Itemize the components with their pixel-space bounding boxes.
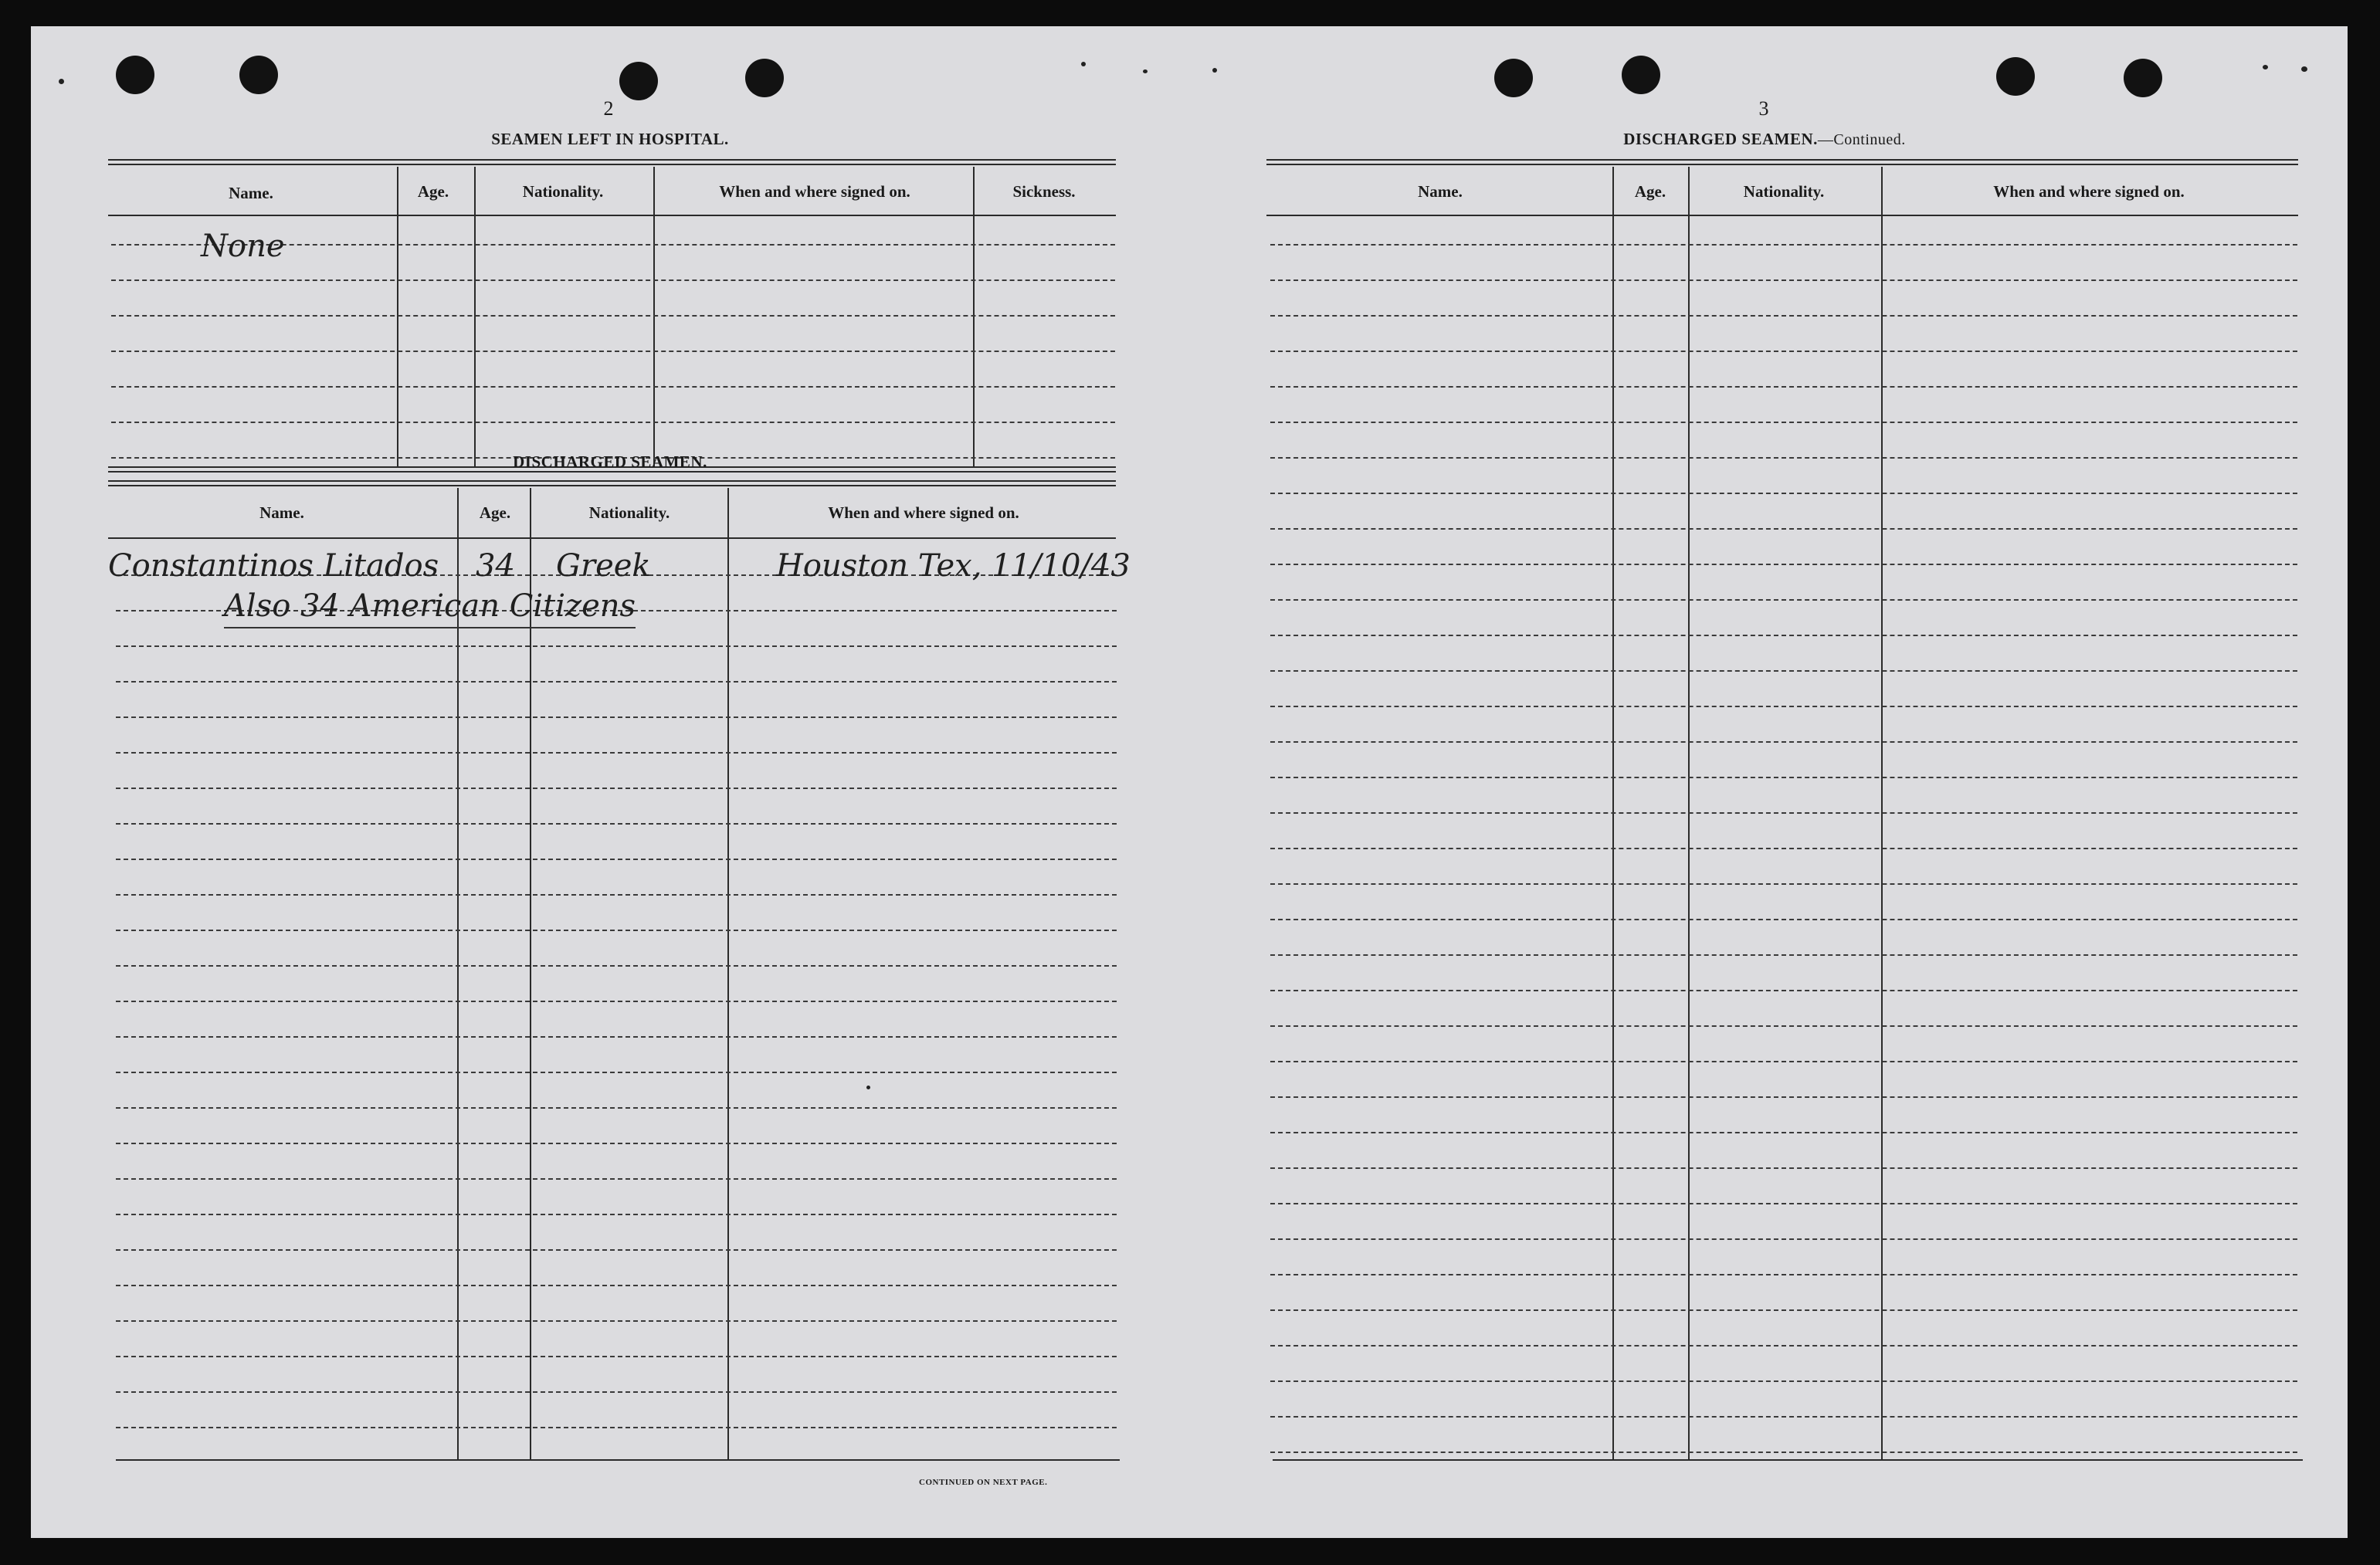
page-number-right: 3 [1758,97,1769,120]
continued-footnote: CONTINUED ON NEXT PAGE. [919,1478,1048,1487]
ruled-line [1270,1274,2297,1275]
ruled-line [116,1001,1117,1002]
ruled-line [116,965,1117,967]
speck-mark [59,79,64,84]
right-section-title [1456,130,2073,149]
right-col-nationality: Nationality. [1743,182,1825,201]
hospital-col-signed-on: When and where signed on. [719,182,910,201]
ruled-line [116,823,1117,825]
binder-hole [1622,56,1660,94]
ruled-line [1270,599,2297,601]
ruled-line [116,645,1117,647]
document-sheet [31,26,2348,1538]
ruled-line [111,386,1115,388]
ruled-line [111,422,1115,423]
discharged-col-name: Name. [259,503,304,522]
right-col-name: Name. [1418,182,1463,201]
ruled-line [1270,706,2297,707]
hospital-section-title: SEAMEN LEFT IN HOSPITAL. [491,130,729,148]
ruled-line [1270,244,2297,246]
binder-hole [1494,59,1533,97]
ruled-line [1270,1309,2297,1311]
discharged-note-entry: Also 34 American Citizens [224,588,636,628]
speck-mark [1143,69,1148,73]
ruled-line [116,752,1117,754]
right-col-divider [1688,167,1690,1461]
ruled-line [1270,990,2297,991]
discharged-top-rule [108,485,1116,486]
ruled-line [116,1107,1117,1109]
ruled-line [1270,457,2297,459]
speck-mark [866,1086,870,1089]
ruled-line [1270,919,2297,920]
speck-mark [2301,66,2307,72]
ruled-line [116,788,1117,789]
discharged-age-entry: 34 [476,548,515,584]
ruled-line [116,859,1117,860]
right-col-divider [1881,167,1883,1461]
ruled-line [1270,1380,2297,1382]
ruled-line [1270,1452,2297,1453]
discharged-col-age: Age. [479,503,511,522]
ruled-line [116,1320,1117,1322]
ruled-line [1270,1416,2297,1418]
ruled-line [1270,741,2297,743]
ruled-line [1270,1238,2297,1240]
ruled-line [1270,812,2297,814]
speck-mark [1081,62,1086,66]
discharged-col-divider [727,488,729,1461]
ruled-line [116,1036,1117,1038]
ruled-line [111,279,1115,281]
binder-hole [1996,57,2035,96]
ruled-line [1270,528,2297,530]
right-header-rule [1266,215,2298,216]
ruled-line [1270,422,2297,423]
page-number-left: 2 [603,97,614,120]
ruled-line [1270,564,2297,565]
speck-mark [2263,65,2268,69]
ruled-line [1270,493,2297,494]
ruled-line [116,1072,1117,1073]
ruled-line [116,1249,1117,1251]
speck-mark [1212,68,1217,73]
discharged-signed-on-entry: Houston Tex, 11/10/43 [776,548,1131,584]
ruled-line [1270,351,2297,352]
discharged-col-signed-on: When and where signed on. [828,503,1019,522]
discharged-top-rule [108,480,1116,482]
ruled-line [1270,670,2297,672]
discharged-header-rule [108,537,1116,539]
discharged-col-divider [530,488,531,1461]
right-top-rule [1266,164,2298,165]
ruled-line [116,1427,1117,1428]
right-top-rule [1266,159,2298,161]
ruled-line [1270,1167,2297,1169]
hospital-top-rule [108,159,1116,161]
ruled-line [1270,1132,2297,1133]
ruled-line [116,1178,1117,1180]
ruled-line [1270,279,2297,281]
discharged-bottom-rule [116,1459,1120,1461]
right-bottom-rule [1273,1459,2303,1461]
right-title-suffix: —Continued. [1817,131,1906,148]
binder-hole [116,56,154,94]
hospital-col-nationality: Nationality. [522,182,604,201]
ruled-line [116,894,1117,896]
ruled-line [1270,848,2297,849]
ruled-line [116,1214,1117,1215]
binder-hole [2124,59,2162,97]
ruled-line [116,1356,1117,1357]
binder-hole [619,62,658,100]
ruled-line [116,1143,1117,1144]
binder-hole [745,59,784,97]
ruled-line [116,681,1117,683]
ruled-line [1270,1025,2297,1027]
ruled-line [116,1391,1117,1393]
ruled-line [111,351,1115,352]
ruled-line [116,930,1117,931]
ruled-line [1270,1061,2297,1062]
right-title-main: DISCHARGED SEAMEN. [1623,130,1818,148]
discharged-col-nationality: Nationality. [588,503,670,522]
ruled-line [1270,1096,2297,1098]
ruled-line [1270,635,2297,636]
ruled-line [1270,1345,2297,1347]
discharged-section-title: DISCHARGED SEAMEN. [513,452,707,471]
ruled-line [1270,386,2297,388]
ruled-line [116,1285,1117,1286]
ruled-line [1270,954,2297,956]
ruled-line [1270,777,2297,778]
hospital-col-sickness: Sickness. [1012,182,1076,201]
hospital-name-entry: None [201,229,285,264]
ruled-line [1270,883,2297,885]
right-col-signed-on: When and where signed on. [1993,182,2185,201]
discharged-col-divider [457,488,459,1461]
ruled-line [1270,315,2297,317]
hospital-col-age: Age. [417,182,449,201]
binder-hole [239,56,278,94]
right-col-divider [1612,167,1614,1461]
hospital-header-rule [108,215,1116,216]
hospital-col-name: Name. [229,184,273,202]
discharged-name-entry: Constantinos Litados [108,548,439,584]
ruled-line [1270,1203,2297,1204]
hospital-top-rule [108,164,1116,165]
ruled-line [116,716,1117,718]
ruled-line [111,315,1115,317]
discharged-nationality-entry: Greek [556,548,651,584]
right-col-age: Age. [1634,182,1666,201]
